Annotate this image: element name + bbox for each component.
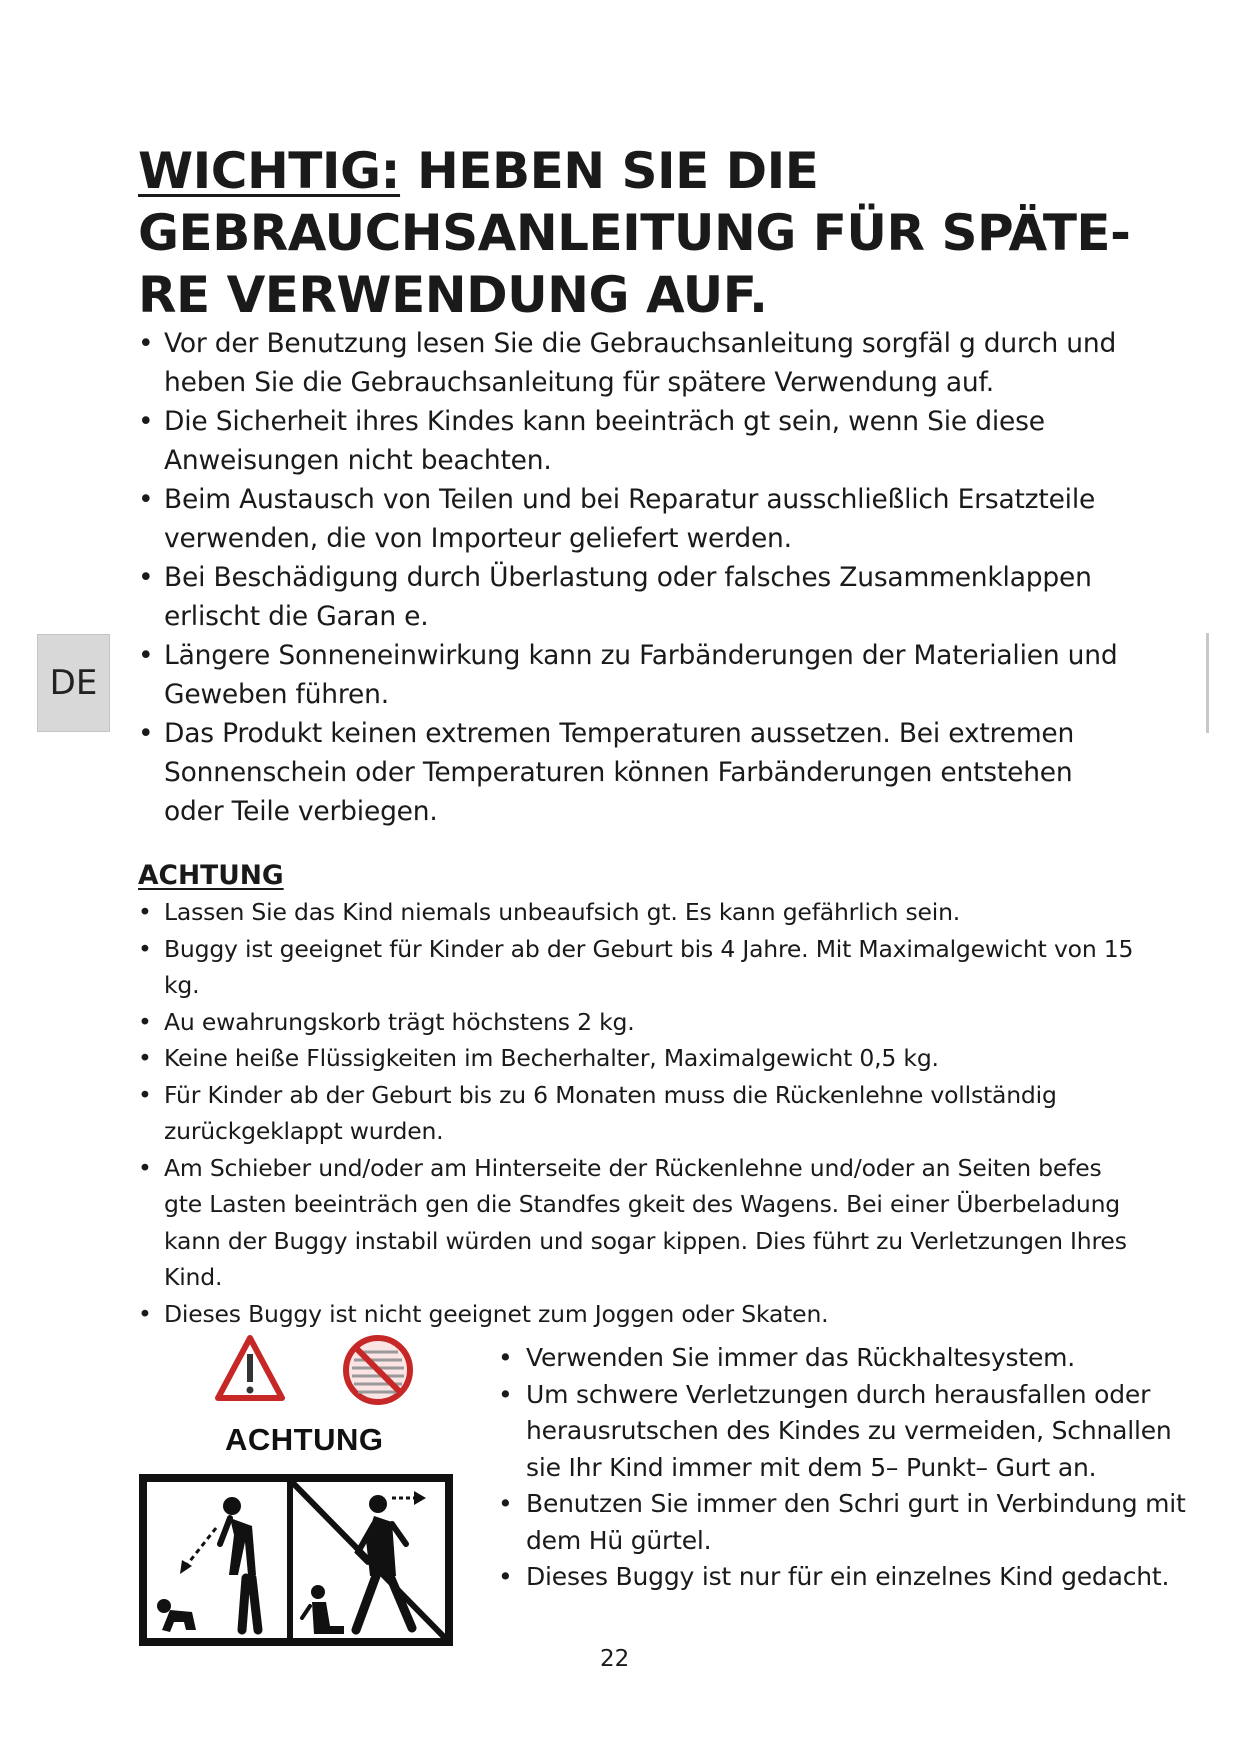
list-item: • Die Sicherheit ihres Kindes kann beeinträch gt sein, wenn Sie diese Anweisungen nicht beachten. xyxy=(138,402,1138,480)
warning-bullet-list xyxy=(138,894,1138,1332)
list-item: • Dieses Buggy ist nicht geeignet zum Joggen oder Skaten. xyxy=(138,1296,1138,1333)
list-item: • Das Produkt keinen extremen Temperaturen aussetzen. Bei extremen Sonnenschein oder Temperaturen können Farbänderungen entstehen oder Teile verbiegen. xyxy=(138,714,1138,831)
title-line2: GEBRAUCHSANLEITUNG FÜR SPÄTE- xyxy=(138,204,1131,262)
title-line1-rest: HEBEN SIE DIE xyxy=(400,142,819,200)
list-item: • Dieses Buggy ist nur für ein einzelnes Kind gedacht. xyxy=(498,1559,1198,1596)
page-edge-marker xyxy=(1206,633,1209,733)
gaze-arrow-icon xyxy=(180,1528,216,1574)
list-item: • Längere Sonneneinwirkung kann zu Farbänderungen der Materialien und Geweben führen. xyxy=(138,636,1138,714)
list-item: • Beim Austausch von Teilen und bei Reparatur ausschließlich Ersatzteile verwenden, die von Importeur geliefert werden. xyxy=(138,480,1138,558)
intro-bullet-list xyxy=(138,324,1138,831)
list-item: • Au ewahrungskorb trägt höchstens 2 kg. xyxy=(138,1004,1138,1041)
warning-pictogram-graphic xyxy=(130,1330,500,1650)
adult-figure-icon xyxy=(220,1497,258,1630)
warning-pictogram xyxy=(130,1330,500,1650)
list-item: • Am Schieber und/oder am Hinterseite der Rückenlehne und/oder an Seiten befes gte Lasten beeinträch gen die Standfes gkeit des Wagens. Bei einer Überbeladung kann der Buggy instabil würden und sogar kippen. Dies führt zu Verletzungen Ihres Kind. xyxy=(138,1150,1138,1296)
list-item: • Benutzen Sie immer den Schri gurt in Verbindung mit dem Hü gürtel. xyxy=(498,1486,1198,1559)
list-item: • Lassen Sie das Kind niemals unbeaufsich gt. Es kann gefährlich sein. xyxy=(138,894,1138,931)
list-item: • Verwenden Sie immer das Rückhaltesystem. xyxy=(498,1340,1198,1377)
direction-arrow-icon xyxy=(392,1491,426,1505)
walking-adult-icon xyxy=(356,1495,412,1630)
page-title xyxy=(138,140,1138,326)
section-heading-achtung: ACHTUNG xyxy=(138,860,284,891)
title-line3: RE VERWENDUNG AUF. xyxy=(138,266,768,324)
list-item: • Für Kinder ab der Geburt bis zu 6 Monaten muss die Rückenlehne vollständig zurückgeklappt wurden. xyxy=(138,1077,1138,1150)
page-number: 22 xyxy=(600,1646,630,1672)
title-important-label: WICHTIG: xyxy=(138,142,401,200)
list-item: • Um schwere Verletzungen durch herausfallen oder herausrutschen des Kindes zu vermeiden, Schnallen sie Ihr Kind immer mit dem 5– Punkt– Gurt an. xyxy=(498,1377,1198,1487)
list-item: • Keine heiße Flüssigkeiten im Becherhalter, Maximalgewicht 0,5 kg. xyxy=(138,1040,1138,1077)
pictogram-caption: ACHTUNG xyxy=(225,1422,384,1457)
seated-child-icon xyxy=(302,1585,344,1634)
no-jogging-icon xyxy=(346,1338,410,1402)
baby-figure-icon xyxy=(157,1599,196,1632)
language-tab: DE xyxy=(37,634,110,732)
list-item: • Vor der Benutzung lesen Sie die Gebrauchsanleitung sorgfäl g durch und heben Sie die Gebrauchsanleitung für spätere Verwendung auf. xyxy=(138,324,1138,402)
list-item: • Bei Beschädigung durch Überlastung oder falsches Zusammenklappen erlischt die Garan e. xyxy=(138,558,1138,636)
warning-triangle-icon xyxy=(218,1338,282,1398)
restraint-bullet-list xyxy=(498,1340,1198,1596)
list-item: • Buggy ist geeignet für Kinder ab der Geburt bis 4 Jahre. Mit Maximalgewicht von 15 kg. xyxy=(138,931,1138,1004)
